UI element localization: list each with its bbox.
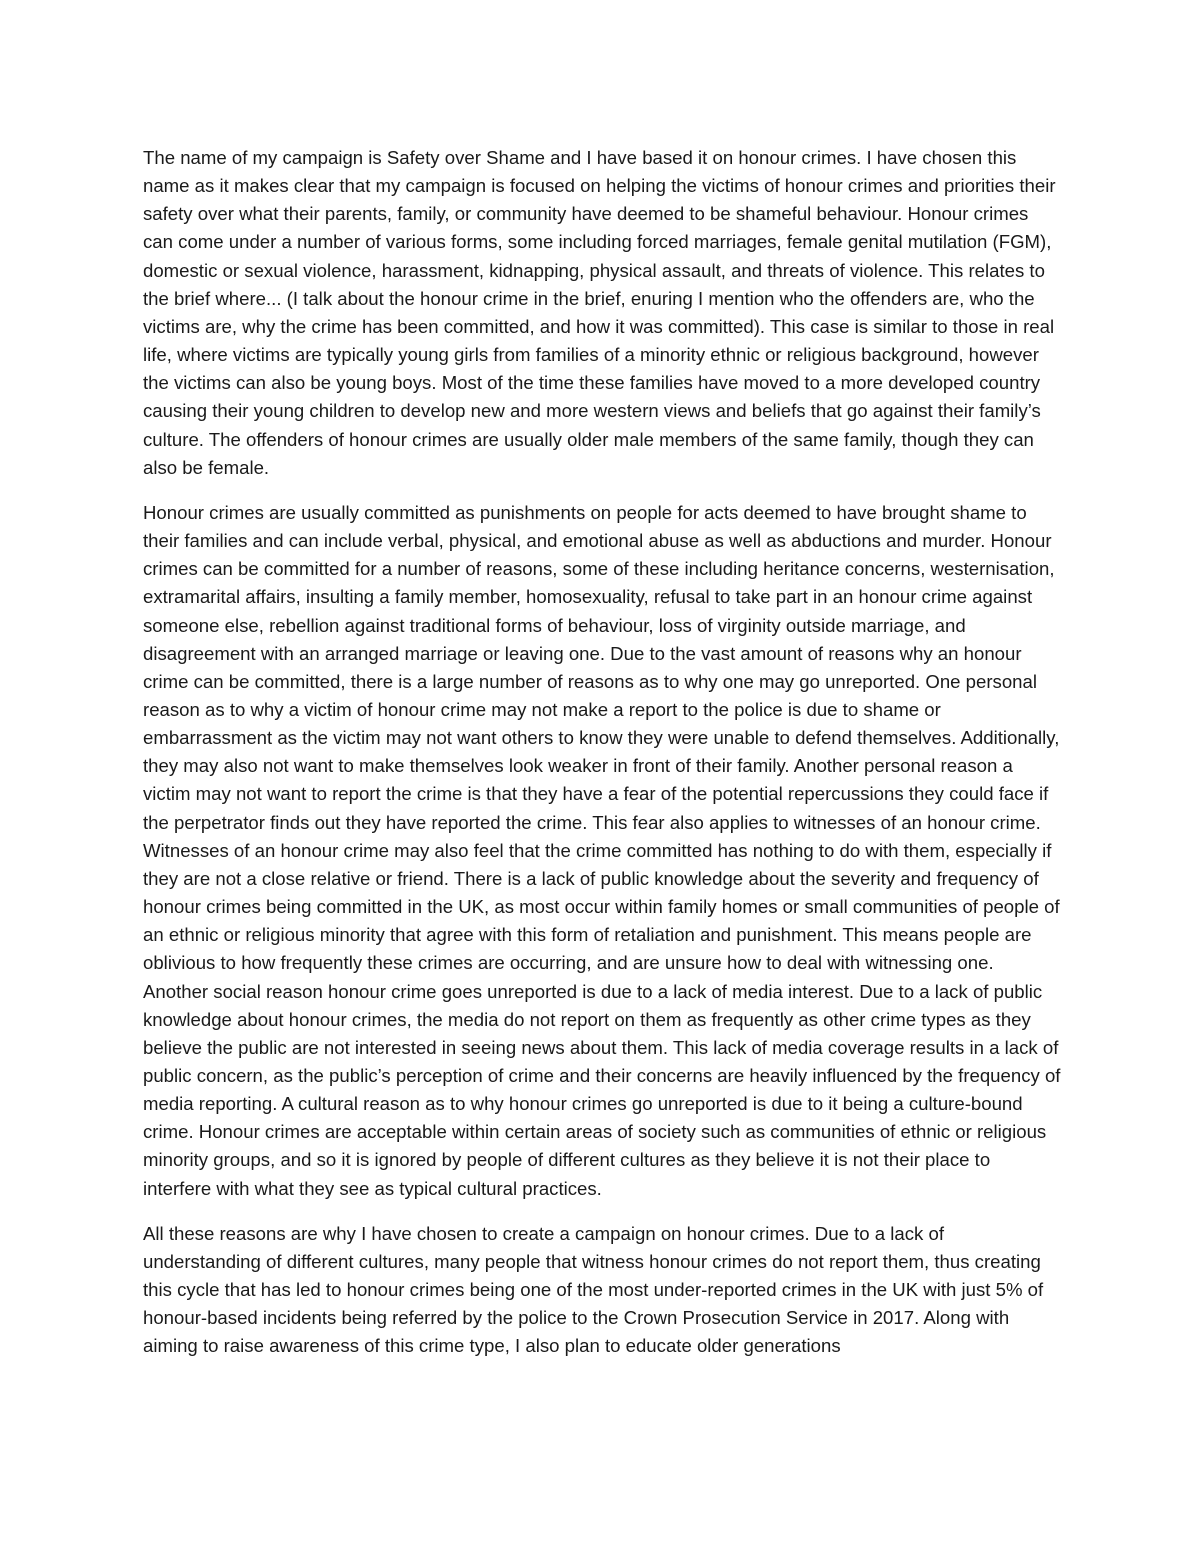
paragraph-campaign-purpose: All these reasons are why I have chosen to create a campaign on honour crimes. Due to a lack of understanding of different cultures, many people that witness honour crimes do not report them, thus creating this cycle that has led to honour crimes being one of the most under-reported crimes in the UK with just 5% of honour-based incidents being referred by the police to the Crown Prosecution Service in 2017. Along with aiming to raise awareness of this crime type, I also plan to educate older generations <box>143 1222 1044 1357</box>
paragraph-campaign-intro: The name of my campaign is Safety over Shame and I have based it on honour crimes. I have chosen this name as it makes clear that my campaign is focused on helping the victims of honour crimes and priorities their safety over what their parents, family, or community have deemed to be shameful behaviour. Honour crimes can come under a number of various forms, some including forced marriages, female genital mutilation (FGM), domestic or sexual violence, harassment, kidnapping, physical assault, and threats of violence. This relates to the brief where... (I talk about the honour crime in the brief, enuring I mention who the offenders are, who the victims are, why the crime has been committed, and how it was committed). This case is similar to those in real life, where victims are typically young girls from families of a minority ethnic or religious background, however the victims can also be young boys. Most of the time these families have moved to a more developed country causing their young children to develop new and more western views and beliefs that go against their family’s culture. The offenders of honour crimes are usually older male members of the same family, though they can also be female. <box>143 147 1056 478</box>
document-body <box>143 144 1061 1378</box>
paragraph-reasons-unreported: Honour crimes are usually committed as punishments on people for acts deemed to have brought shame to their families and can include verbal, physical, and emotional abuse as well as abductions and murder. Honour crimes can be committed for a number of reasons, some of these including heritance concerns, westernisation, extramarital affairs, insulting a family member, homosexuality, refusal to take part in an honour crime against someone else, rebellion against traditional forms of behaviour, loss of virginity outside marriage, and disagreement with an arranged marriage or leaving one. Due to the vast amount of reasons why an honour crime can be committed, there is a large number of reasons as to why one may go unreported. One personal reason as to why a victim of honour crime may not make a report to the police is due to shame or embarrassment as the victim may not want others to know they were unable to defend themselves. Additionally, they may also not want to make themselves look weaker in front of their family. Another personal reason a victim may not want to report the crime is that they have a fear of the potential repercussions they could face if the perpetrator finds out they have reported the crime. This fear also applies to witnesses of an honour crime. Witnesses of an honour crime may also feel that the crime committed has nothing to do with them, especially if they are not a close relative or friend. There is a lack of public knowledge about the severity and frequency of honour crimes being committed in the UK, as most occur within family homes or small communities of people of an ethnic or religious minority that agree with this form of retaliation and punishment. This means people are oblivious to how frequently these crimes are occurring, and are unsure how to deal with witnessing one. Another social reason honour crime goes unreported is due to a lack of media interest. Due to a lack of public knowledge about honour crimes, the media do not report on them as frequently as other crime types as they believe the public are not interested in seeing news about them. This lack of media coverage results in a lack of public concern, as the public’s perception of crime and their concerns are heavily influenced by the frequency of media reporting. A cultural reason as to why honour crimes go unreported is due to it being a culture-bound crime. Honour crimes are acceptable within certain areas of society such as communities of ethnic or religious minority groups, and so it is ignored by people of different cultures as they believe it is not their place to interfere with what they see as typical cultural practices. <box>143 501 1061 1199</box>
